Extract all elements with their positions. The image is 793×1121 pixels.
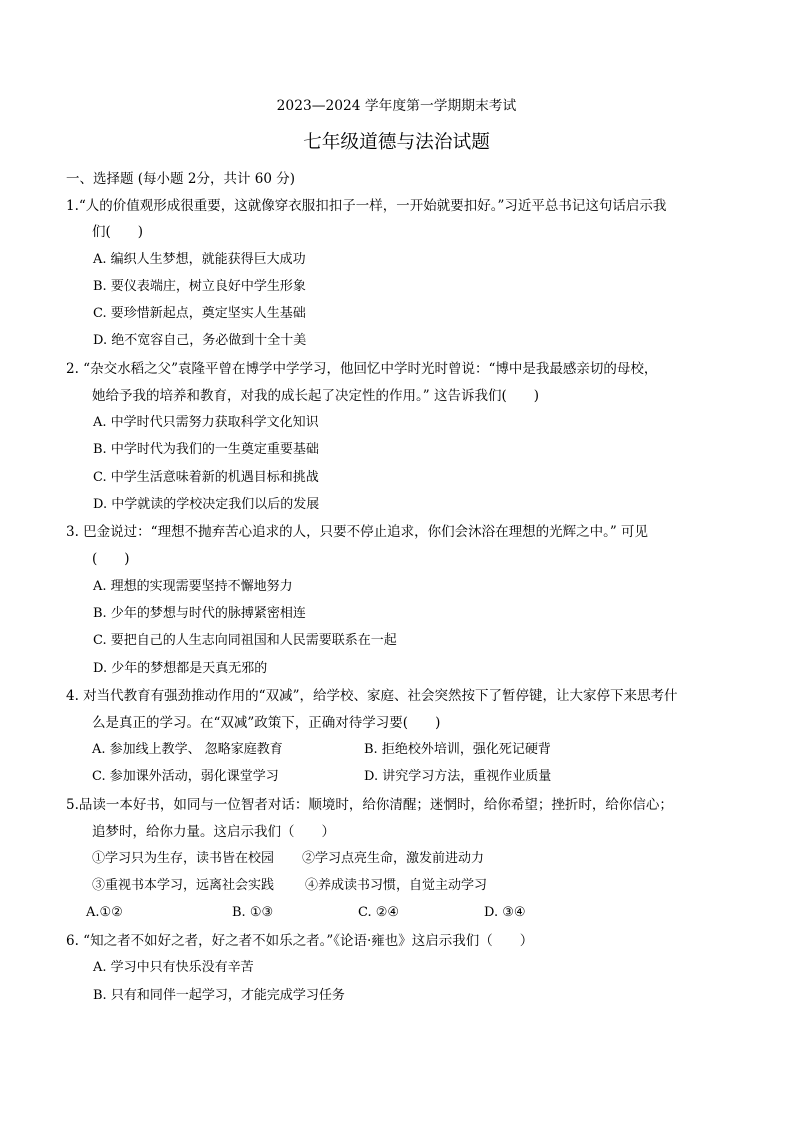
q3-option-d: D. 少年的梦想都是天真无邪的 — [93, 661, 268, 676]
q4-option-d: D. 讲究学习方法，重视作业质量 — [364, 769, 552, 784]
q3-option-b: B. 少年的梦想与时代的脉搏紧密相连 — [93, 606, 306, 621]
q3-option-a: A. 理想的实现需要坚持不懈地努力 — [93, 579, 293, 594]
q4-stem-line2: 么是真正的学习。在“双减”政策下，正确对待学习要( ) — [92, 715, 441, 731]
q3-stem-line2: ( ) — [92, 551, 130, 567]
q1-stem-line2: 们( ) — [92, 224, 144, 240]
q4-option-b: B. 拒绝校外培训，强化死记硬背 — [364, 742, 551, 757]
q6-option-a: A. 学习中只有快乐没有辛苦 — [93, 960, 254, 975]
q6-option-b: B. 只有和同伴一起学习，才能完成学习任务 — [93, 988, 345, 1003]
q1-stem-line1: 1.“人的价值观形成很重要，这就像穿衣服扣扣子一样，一开始就要扣好。”习近平总书记这句话启示我 — [66, 198, 667, 214]
q5-option-c: C. ②④ — [358, 905, 400, 920]
q3-option-c: C. 要把自己的人生志向同祖国和人民需要联系在一起 — [93, 633, 397, 648]
q2-option-d: D. 中学就读的学校决定我们以后的发展 — [93, 497, 320, 512]
q5-option-a: A.①② — [86, 905, 123, 920]
q3-stem-line1: 3. 巴金说过：“理想不抛弃苦心追求的人，只要不停止追求，你们会沐浴在理想的光辉之中。” 可见 — [66, 524, 649, 540]
exam-title: 2023—2024 学年度第一学期期末考试 — [276, 98, 517, 114]
q5-statement-4: ④养成读书习惯，自觉主动学习 — [305, 878, 488, 893]
exam-subtitle: 七年级道德与法治试题 — [303, 132, 490, 153]
q5-option-d: D. ③④ — [484, 905, 526, 920]
section-heading: 一、选择题 (每小题 2分，共计 60 分) — [66, 171, 295, 187]
q5-stem-line1: 5.品读一本好书，如同与一位智者对话：顺境时，给你清醒；迷惘时，给你希望；挫折时，给你信心； — [66, 797, 673, 813]
q1-option-a: A. 编织人生梦想，就能获得巨大成功 — [93, 252, 306, 267]
q2-option-a: A. 中学时代只需努力获取科学文化知识 — [93, 415, 319, 430]
q5-statement-3: ③重视书本学习，远离社会实践 — [92, 878, 275, 893]
q6-stem-line1: 6. “知之者不如好之者，好之者不如乐之者。”《论语·雍也》这启示我们（ ） — [66, 933, 534, 949]
q2-stem-line1: 2. “杂交水稻之父”袁隆平曾在博学中学学习，他回忆中学时光时曾说：“博中是我最感亲切的母校， — [66, 361, 658, 377]
q4-option-c: C. 参加课外活动，弱化课堂学习 — [92, 769, 279, 784]
q1-option-b: B. 要仪表端庄，树立良好中学生形象 — [93, 279, 306, 294]
q2-option-b: B. 中学时代为我们的一生奠定重要基础 — [93, 442, 319, 457]
q5-stem-line2: 追梦时，给你力量。这启示我们（ ） — [92, 824, 335, 840]
q4-option-a: A. 参加线上教学、 忽略家庭教育 — [92, 742, 283, 757]
q2-option-c: C. 中学生活意味着新的机遇目标和挑战 — [93, 470, 319, 485]
q5-option-b: B. ①③ — [232, 905, 274, 920]
q1-option-d: D. 绝不宽容自己，务必做到十全十美 — [93, 333, 307, 348]
q4-stem-line1: 4. 对当代教育有强劲推动作用的“双减”，给学校、家庭、社会突然按下了暂停键，让大家停下来思考什 — [66, 688, 678, 704]
q5-statement-2: ②学习点亮生命，激发前进动力 — [302, 851, 485, 866]
q5-statement-1: ①学习只为生存，读书皆在校园 — [92, 851, 275, 866]
q1-option-c: C. 要珍惜新起点，奠定坚实人生基础 — [93, 306, 306, 321]
q2-stem-line2: 她给予我的培养和教育，对我的成长起了决定性的作用。” 这告诉我们( ) — [92, 388, 539, 404]
